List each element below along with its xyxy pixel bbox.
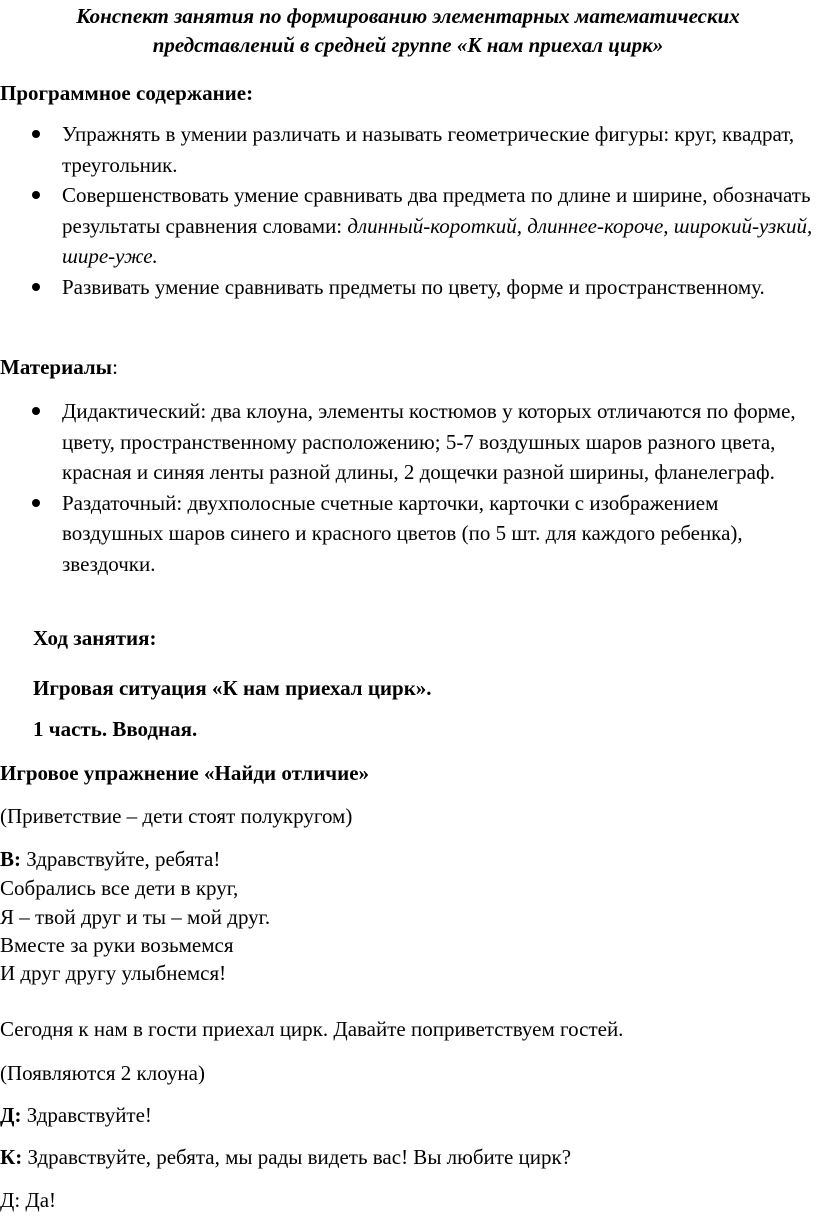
- materials-list: [0, 396, 816, 579]
- list-item: Дидактический: два клоуна, элементы костюмов у которых отличаются по форме, цвету, пространственному расположению; 5-7 воздушных шаров разного цвета, красная и синяя ленты разной длины, 2 дощечки разной ширины, фланелеграф.: [0, 396, 814, 488]
- poem-line: Я – твой друг и ты – мой друг.: [0, 905, 271, 929]
- bullet-icon: [32, 130, 40, 138]
- course-heading: Ход занятия:: [33, 626, 157, 650]
- title-line-2: представлений в средней группе «К нам приехал цирк»: [152, 33, 664, 57]
- document-title: [0, 2, 816, 60]
- poem-line: Вместе за руки возьмемся: [0, 933, 234, 957]
- title-line-1: Конспект занятия по формированию элементарных математических: [76, 4, 740, 28]
- list-item: Упражнять в умении различать и называть геометрические фигуры: круг, квадрат, треугольник.: [0, 119, 814, 180]
- clown-line: К: Здравствуйте, ребята, мы рады видеть вас! Вы любите цирк?: [0, 1145, 572, 1169]
- game-situation: Игровая ситуация «К нам приехал цирк».: [33, 676, 432, 700]
- bullet-icon: [32, 191, 40, 199]
- poem-line: И друг другу улыбнемся!: [0, 961, 227, 985]
- children-line: Д: Здравствуйте!: [0, 1103, 152, 1127]
- list-item: Развивать умение сравнивать предметы по цвету, форме и пространственному.: [0, 272, 814, 303]
- program-list: [0, 119, 816, 302]
- remark-clowns: (Появляются 2 клоуна): [0, 1061, 205, 1085]
- children-answer: Д: Да!: [0, 1188, 57, 1212]
- today-line: Сегодня к нам в гости приехал цирк. Давайте поприветствуем гостей.: [0, 1017, 624, 1041]
- bullet-icon: [32, 283, 40, 291]
- bullet-icon: [32, 407, 40, 415]
- list-item: Раздаточный: двухполосные счетные карточки, карточки с изображением воздушных шаров синего и красного цветов (по 5 шт. для каждого ребенка), звездочки.: [0, 488, 814, 580]
- bullet-icon: [32, 499, 40, 507]
- materials-heading: Материалы:: [0, 355, 118, 379]
- list-item: Совершенствовать умение сравнивать два предмета по длине и ширине, обозначать результаты сравнения словами: длинный-короткий, длиннее-короче, широкий-узкий, шире-уже.: [0, 180, 814, 272]
- poem-line: Собрались все дети в круг,: [0, 876, 239, 900]
- part-1-heading: 1 часть. Вводная.: [33, 717, 198, 741]
- program-heading: Программное содержание:: [0, 81, 254, 105]
- teacher-line: В: Здравствуйте, ребята!: [0, 847, 221, 871]
- exercise-heading: Игровое упражнение «Найди отличие»: [0, 761, 370, 785]
- remark-greeting: (Приветствие – дети стоят полукругом): [0, 804, 353, 828]
